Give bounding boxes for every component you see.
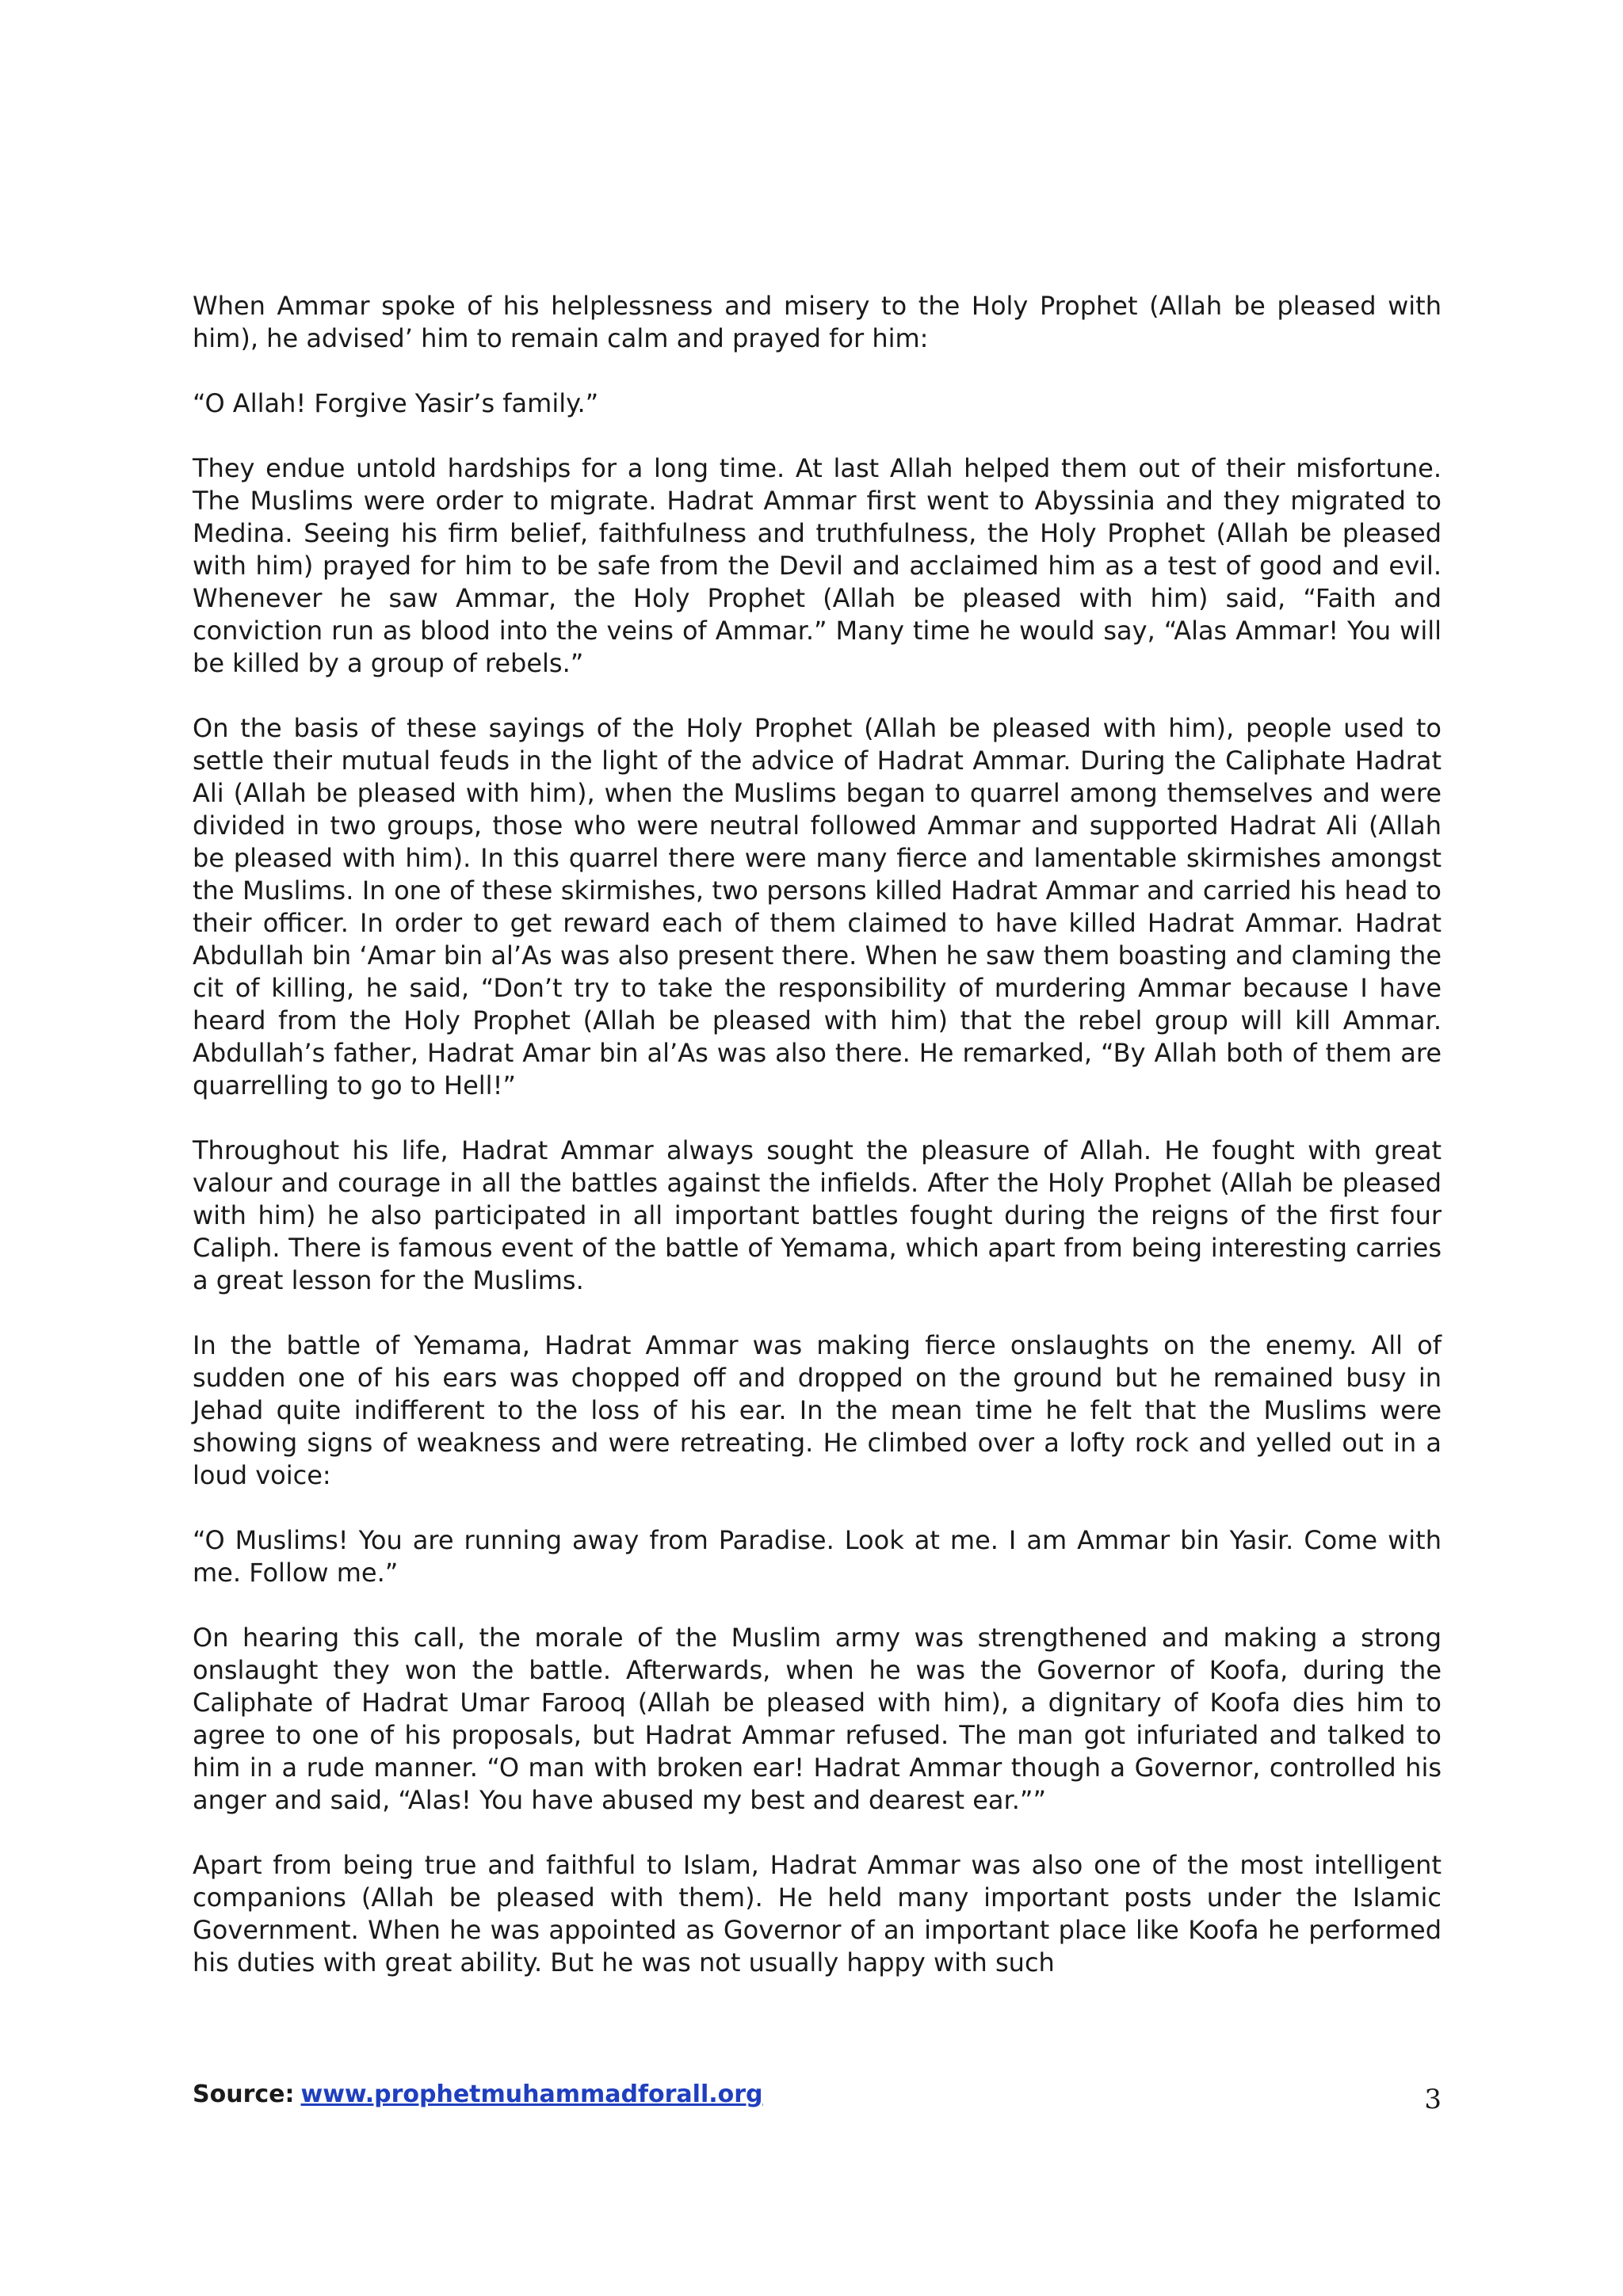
paragraph-9: Apart from being true and faithful to Islam, Hadrat Ammar was also one of the most intelligent companions (Allah be pleased with them). He held many important posts under the Islamic Government. When he was appointed as Governor of an important place like Koofa he performed his duties with great ability. But he was not usually happy with such <box>193 1850 1442 1978</box>
paragraph-7-call-quote: “O Muslims! You are running away from Paradise. Look at me. I am Ammar bin Yasir. Come with me. Follow me.” <box>193 1525 1442 1588</box>
page-footer <box>193 2081 1442 2120</box>
page-number: 3 <box>1424 2084 1442 2115</box>
body-text <box>193 290 1442 2012</box>
paragraph-5: Throughout his life, Hadrat Ammar always sought the pleasure of Allah. He fought with great valour and courage in all the battles against the infields. After the Holy Prophet (Allah be pleased with him) he also participated in all important battles fought during the reigns of the first four Caliph. There is famous event of the battle of Yemama, which apart from being interesting carries a great lesson for the Muslims. <box>193 1135 1442 1295</box>
paragraph-1: When Ammar spoke of his helplessness and misery to the Holy Prophet (Allah be pleased with him), he advised’ him to remain calm and prayed for him: <box>193 291 1442 353</box>
source-label: Source: <box>193 2081 295 2108</box>
paragraph-4: On the basis of these sayings of the Holy Prophet (Allah be pleased with him), people used to settle their mutual feuds in the light of the advice of Hadrat Ammar. During the Caliphate Hadrat Ali (Allah be pleased with him), when the Muslims began to quarrel among themselves and were divided in two groups, those who were neutral followed Ammar and supported Hadrat Ali (Allah be pleased with him). In this quarrel there were many fierce and lamentable skirmishes amongst the Muslims. In one of these skirmishes, two persons killed Hadrat Ammar and carried his head to their officer. In order to get reward each of them claimed to have killed Hadrat Ammar. Hadrat Abdullah bin ‘Amar bin al’As was also present there. When he saw them boasting and claming the cit of killing, he said, “Don’t try to take the responsibility of murdering Ammar because I have heard from the Holy Prophet (Allah be pleased with him) that the rebel group will kill Ammar. Abdullah’s father, Hadrat Amar bin al’As was also there. He remarked, “By Allah both of them are quarrelling to go to Hell!” <box>193 713 1442 1100</box>
source-link[interactable]: www.prophetmuhammadforall.org <box>300 2081 763 2108</box>
paragraph-3: They endue untold hardships for a long time. At last Allah helped them out of their misfortune. The Muslims were order to migrate. Hadrat Ammar first went to Abyssinia and they migrated to Medina. Seeing his firm belief, faithfulness and truthfulness, the Holy Prophet (Allah be pleased with him) prayed for him to be safe from the Devil and acclaimed him as a test of good and evil. Whenever he saw Ammar, the Holy Prophet (Allah be pleased with him) said, “Faith and conviction run as blood into the veins of Ammar.” Many time he would say, “Alas Ammar! You will be killed by a group of rebels.” <box>193 453 1442 678</box>
paragraph-2-prayer-quote: “O Allah! Forgive Yasir’s family.” <box>193 388 599 418</box>
paragraph-6: In the battle of Yemama, Hadrat Ammar was making fierce onslaughts on the enemy. All of sudden one of his ears was chopped off and dropped on the ground but he remained busy in Jehad quite indifferent to the loss of his ear. In the mean time he felt that the Muslims were showing signs of weakness and were retreating. He climbed over a lofty rock and yelled out in a loud voice: <box>193 1330 1442 1490</box>
paragraph-8: On hearing this call, the morale of the Muslim army was strengthened and making a strong onslaught they won the battle. Afterwards, when he was the Governor of Koofa, during the Caliphate of Hadrat Umar Farooq (Allah be pleased with him), a dignitary of Koofa dies him to agree to one of his proposals, but Hadrat Ammar refused. The man got infuriated and talked to him in a rude manner. “O man with broken ear! Hadrat Ammar though a Governor, controlled his anger and said, “Alas! You have abused my best and dearest ear.”” <box>193 1623 1442 1815</box>
